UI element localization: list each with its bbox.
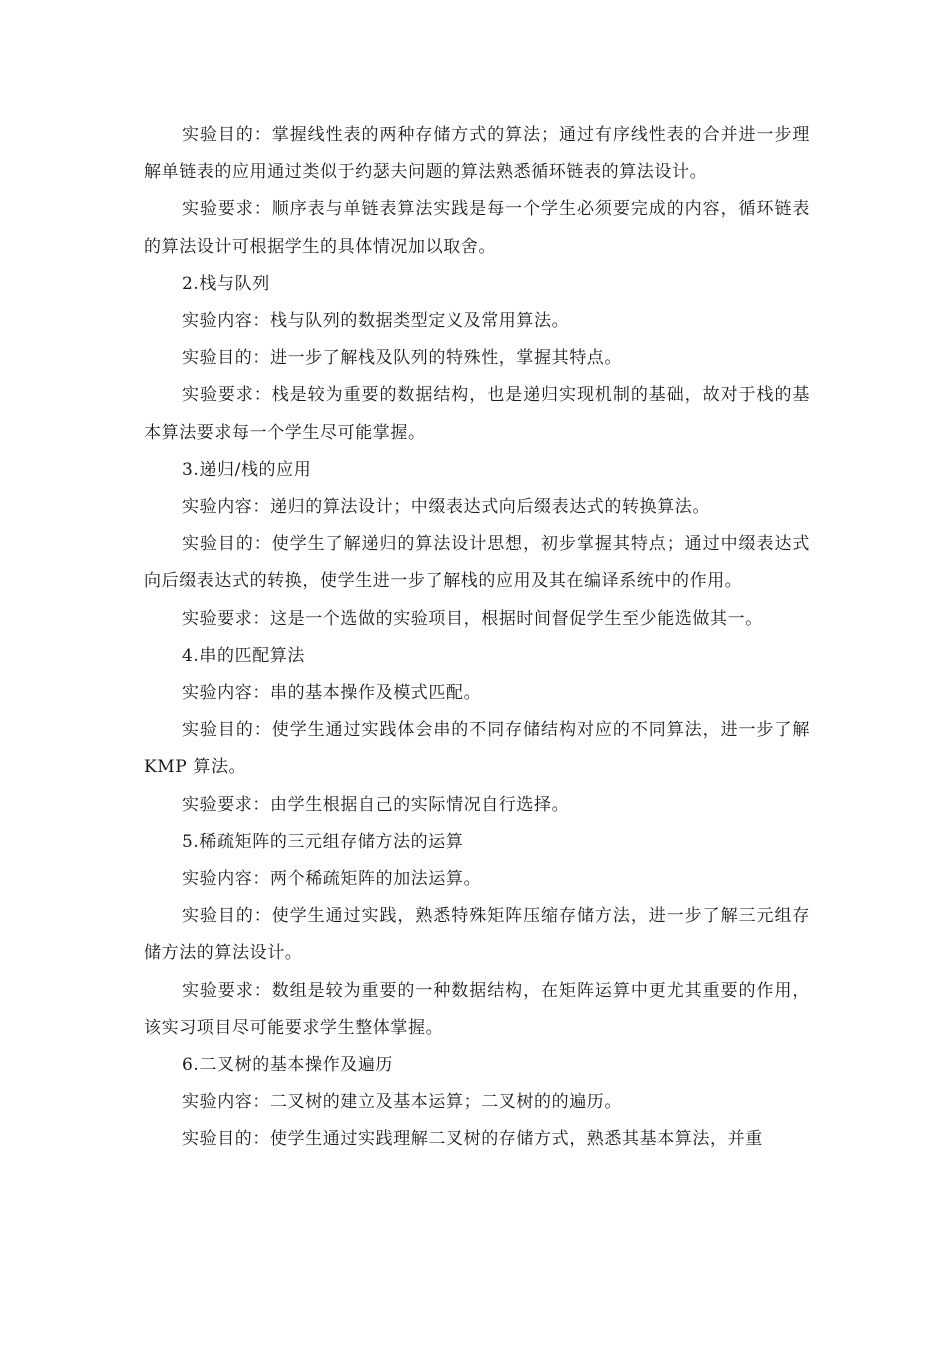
section-heading: 2.栈与队列 <box>182 273 270 294</box>
paragraph: 实验目的：掌握线性表的两种存储方式的算法；通过有序线性表的合并进一步理解单链表的应用通过类似于约瑟夫问题的算法熟悉循环链表的算法设计。 <box>144 125 810 183</box>
section-heading: 4.串的匹配算法 <box>182 645 306 666</box>
paragraph: 实验内容：栈与队列的数据类型定义及常用算法。 <box>182 311 570 332</box>
paragraph: 实验要求：由学生根据自己的实际情况自行选择。 <box>182 794 570 815</box>
paragraph: 实验目的：进一步了解栈及队列的特殊性，掌握其特点。 <box>182 348 622 369</box>
paragraph: 实验目的：使学生通过实践，熟悉特殊矩阵压缩存储方法，进一步了解三元组存储方法的算法设计。 <box>144 906 810 964</box>
paragraph: 实验内容：二叉树的建立及基本运算；二叉树的的遍历。 <box>182 1092 622 1113</box>
paragraph: 实验目的：使学生了解递归的算法设计思想，初步掌握其特点；通过中缀表达式向后缀表达式的转换，使学生进一步了解栈的应用及其在编译系统中的作用。 <box>144 534 810 592</box>
paragraph: 实验要求：顺序表与单链表算法实践是每一个学生必须要完成的内容，循环链表的算法设计可根据学生的具体情况加以取舍。 <box>144 199 810 257</box>
paragraph: 实验目的：使学生通过实践理解二叉树的存储方式，熟悉其基本算法，并重 <box>182 1129 763 1150</box>
paragraph: 实验目的：使学生通过实践体会串的不同存储结构对应的不同算法，进一步了解 KMP 算法。 <box>144 720 810 778</box>
paragraph: 实验要求：这是一个选做的实验项目，根据时间督促学生至少能选做其一。 <box>182 608 763 629</box>
section-heading: 5.稀疏矩阵的三元组存储方法的运算 <box>182 831 464 852</box>
paragraph: 实验要求：栈是较为重要的数据结构，也是递归实现机制的基础，故对于栈的基本算法要求每一个学生尽可能掌握。 <box>144 385 810 443</box>
paragraph: 实验要求：数组是较为重要的一种数据结构，在矩阵运算中更尤其重要的作用，该实习项目尽可能要求学生整体掌握。 <box>144 980 810 1038</box>
document-body <box>144 117 810 1159</box>
paragraph: 实验内容：两个稀疏矩阵的加法运算。 <box>182 869 482 890</box>
paragraph: 实验内容：递归的算法设计；中缀表达式向后缀表达式的转换算法。 <box>182 497 710 518</box>
section-heading: 6.二叉树的基本操作及遍历 <box>182 1055 394 1076</box>
section-heading: 3.递归/栈的应用 <box>182 459 312 480</box>
paragraph: 实验内容：串的基本操作及模式匹配。 <box>182 683 482 704</box>
